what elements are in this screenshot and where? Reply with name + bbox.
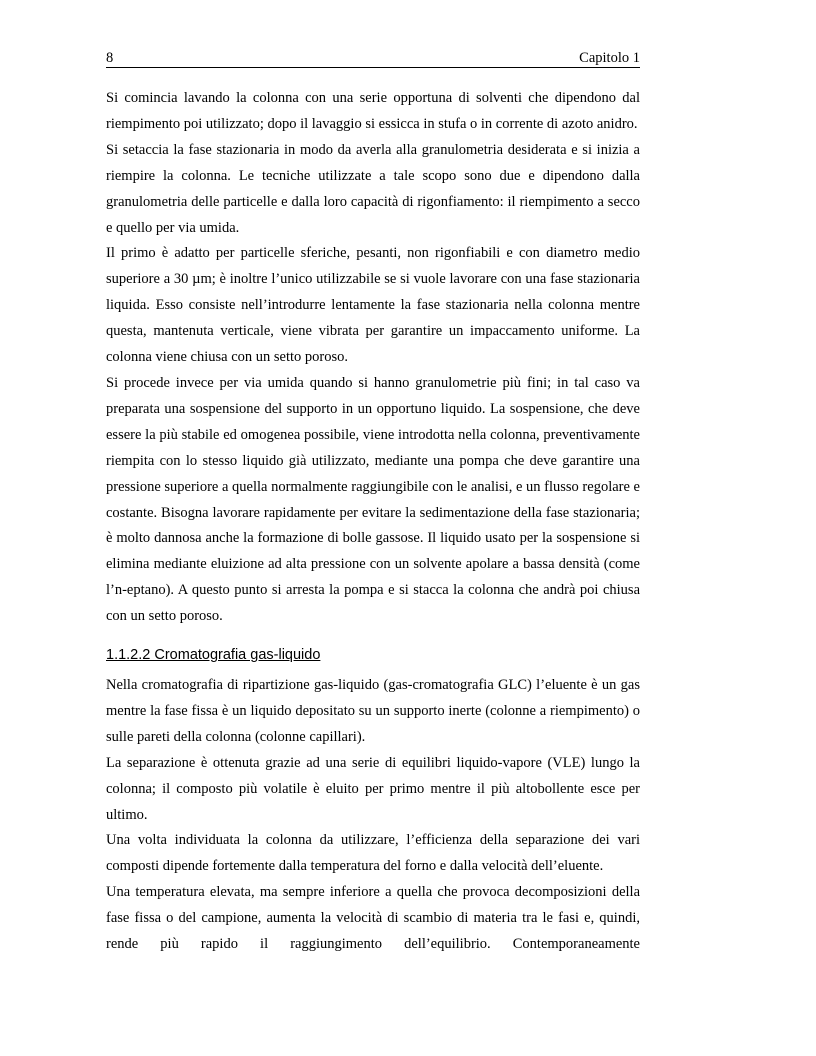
- paragraph-glc-intro: Nella cromatografia di ripartizione gas-liquido (gas-cromatografia GLC) l’eluente è un gas mentre la fase fissa è un liquido depositato su un supporto inerte (colonne a riempimento) o sulle pareti della colonna (colonne capillari).: [106, 677, 640, 745]
- page-number: 8: [106, 50, 114, 66]
- page-header: [106, 49, 640, 68]
- paragraph-efficiency: Una volta individuata la colonna da utilizzare, l’efficienza della separazione dei vari composti dipende fortemente dalla temperatura del forno e dalla velocità dell’eluente.: [106, 832, 640, 875]
- body-text: [106, 86, 640, 958]
- section-heading: 1.1.2.2 Cromatografia gas-liquido: [106, 647, 321, 664]
- paragraph-sieving: Si setaccia la fase stazionaria in modo da averla alla granulometria desiderata e si inizia a riempire la colonna. Le tecniche utilizzate a tale scopo sono due e dipendono dalla granulometria delle particelle e dalla loro capacità di rigonfiamento: il riempimento a secco e quello per via umida.: [106, 141, 640, 236]
- chapter-title: Capitolo 1: [579, 50, 640, 66]
- paragraph-washing: Si comincia lavando la colonna con una serie opportuna di solventi che dipendono dal riempimento poi utilizzato; dopo il lavaggio si essicca in stufa o in corrente di azoto anidro.: [106, 90, 640, 132]
- paragraph-dry-packing: Il primo è adatto per particelle sferiche, pesanti, non rigonfiabili e con diametro medio superiore a 30 µm; è inoltre l’unico utilizzabile se si vuole lavorare con una fase stazionaria liquida. Esso consiste nell’introdurre lentamente la fase stazionaria nella colonna mentre questa, mantenuta verticale, viene vibrata per garantire un impaccamento uniforme. La colonna viene chiusa con un setto poroso.: [106, 245, 640, 366]
- paragraph-temperature: Una temperatura elevata, ma sempre inferiore a quella che provoca decomposizioni della fase fissa o del campione, aumenta la velocità di scambio di materia tra le fasi e, quindi, rende più rapido il raggiungimento dell’equilibrio. Contemporaneamente: [106, 884, 640, 953]
- paragraph-wet-packing: Si procede invece per via umida quando si hanno granulometrie più fini; in tal caso va preparata una sospensione del supporto in un opportuno liquido. La sospensione, che deve essere la più stabile ed omogenea possibile, viene introdotta nella colonna, preventivamente riempita con lo stesso liquido già utilizzato, mediante una pompa che deve garantire una pressione superiore a quella normalmente raggiungibile con le analisi, e un flusso regolare e costante. Bisogna lavorare rapidamente per evitare la sedimentazione della fase stazionaria; è molto dannosa anche la formazione di bolle gassose. Il liquido usato per la sospensione si elimina mediante eluizione ad alta pressione con un solvente apolare a bassa densità (come l’n-eptano). A questo punto si arresta la pompa e si stacca la colonna che andrà poi chiusa con un setto poroso.: [106, 374, 640, 625]
- paragraph-separation: La separazione è ottenuta grazie ad una serie di equilibri liquido-vapore (VLE) lungo la colonna; il composto più volatile è eluito per primo mentre il più altobollente esce per ultimo.: [106, 754, 640, 823]
